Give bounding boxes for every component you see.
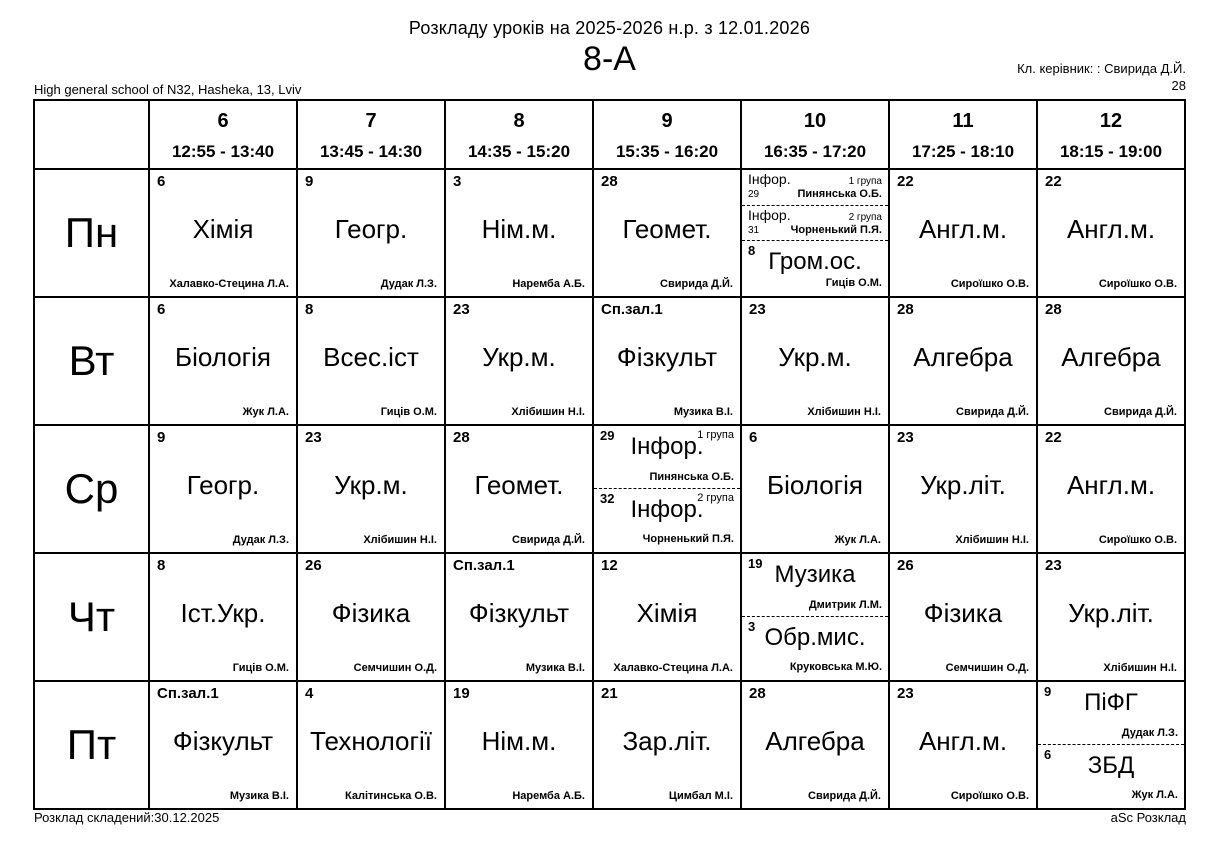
period-number: 11 (952, 110, 974, 132)
teacher-label: Хлібишин Н.І. (511, 405, 585, 418)
period-number: 8 (513, 110, 525, 132)
room-label: 23 (305, 429, 322, 446)
subject-label: Укр.м. (334, 470, 408, 501)
subject-label: Фізкульт (616, 342, 718, 373)
room-label: 29 (600, 428, 615, 443)
teacher-label: Халавко-Стецина Л.А. (613, 661, 733, 674)
room-label: 28 (897, 301, 914, 318)
lesson-cell (297, 297, 445, 425)
lesson-single (742, 298, 888, 422)
subject-label: Обр.мис. (764, 623, 866, 651)
lesson-cell (1037, 681, 1185, 809)
lesson-single (594, 554, 740, 678)
teacher-label: Халавко-Стецина Л.А. (169, 277, 289, 290)
teacher-label: Чорненький П.Я. (642, 533, 734, 546)
lesson-cell (1037, 553, 1185, 681)
subject-label: ПіФГ (1084, 689, 1138, 716)
lesson-split (742, 170, 888, 294)
room-label: 22 (1045, 173, 1062, 190)
lesson-cell (149, 169, 297, 297)
teacher-label: Сироїшко О.В. (950, 789, 1029, 802)
lesson-cell (149, 681, 297, 809)
group-label: 1 група (697, 429, 734, 441)
lesson-cell (297, 425, 445, 553)
room-label: 8 (157, 557, 166, 574)
subject-label: Зар.літ. (622, 726, 712, 757)
teacher-label: Свирида Д.Й. (808, 789, 881, 802)
lesson-single (890, 682, 1036, 806)
lesson-single (446, 682, 592, 806)
lesson-cell (1037, 297, 1185, 425)
lesson-single (298, 298, 444, 422)
room-label: 19 (748, 556, 763, 571)
teacher-label: Сироїшко О.В. (950, 277, 1029, 290)
teacher-label: Гиців О.М. (380, 405, 437, 418)
lesson-cell (741, 553, 889, 681)
period-header-6 (149, 100, 297, 169)
periods-row (34, 100, 1185, 169)
teacher-label: Свирида Д.Й. (512, 533, 585, 546)
subject-label: Хімія (636, 598, 698, 629)
room-label: Сп.зал.1 (601, 301, 663, 318)
room-label: Сп.зал.1 (157, 685, 219, 702)
class-name: 8-А (583, 40, 636, 78)
room-label: 26 (897, 557, 914, 574)
teacher-label: Хлібишин Н.І. (363, 533, 437, 546)
lesson-cell (445, 553, 593, 681)
room-label: 28 (749, 685, 766, 702)
lesson-single (742, 426, 888, 550)
subject-label: Алгебра (1061, 342, 1161, 373)
lesson-split (1038, 682, 1184, 806)
room-label: 6 (1044, 746, 1052, 762)
lesson-single (446, 170, 592, 294)
lesson-part (594, 426, 740, 488)
teacher-label: Музика В.І. (525, 661, 585, 674)
part-line-top (748, 207, 882, 224)
teacher-label: Семчишин О.Д. (945, 661, 1029, 674)
subject-label: Хімія (192, 214, 254, 245)
lesson-part (742, 616, 888, 679)
day-label: Вт (34, 297, 149, 425)
lesson-single (890, 170, 1036, 294)
lesson-cell (889, 297, 1037, 425)
teacher-label: Жук Л.А. (834, 533, 881, 546)
subject-label: Укр.літ. (920, 470, 1006, 501)
period-time: 17:25 - 18:10 (911, 142, 1015, 161)
subject-label: Геомет. (474, 470, 564, 501)
lesson-single (150, 682, 296, 806)
lesson-part (594, 488, 740, 551)
lesson-cell (593, 553, 741, 681)
subject-label: Інфор. (630, 433, 704, 460)
lesson-single (298, 682, 444, 806)
subject-label: Інфор. (630, 495, 704, 523)
teacher-label: Свирида Д.Й. (660, 277, 733, 290)
day-row-Ср (34, 425, 1185, 553)
day-row-Вт (34, 297, 1185, 425)
room-label: 26 (305, 557, 322, 574)
day-row-Чт (34, 553, 1185, 681)
lesson-part (1038, 744, 1184, 807)
teacher-label: Свирида Д.Й. (956, 405, 1029, 418)
lesson-single (298, 554, 444, 678)
page-title: Розкладу уроків на 2025-2026 н.р. з 12.01.2026 (408, 18, 811, 38)
lesson-cell (593, 169, 741, 297)
teacher-label: Калітинська О.В. (345, 789, 437, 802)
room-label: 8 (748, 243, 756, 258)
room-label: 23 (897, 685, 914, 702)
subject-label: Іст.Укр. (180, 598, 266, 629)
part-line-top (748, 171, 882, 188)
lesson-cell (593, 297, 741, 425)
subject-label: Гром.ос. (768, 248, 862, 275)
lesson-cell (593, 425, 741, 553)
lesson-single (150, 298, 296, 422)
teacher-label: Хлібишин Н.І. (807, 405, 881, 418)
room-label: Сп.зал.1 (453, 557, 515, 574)
teacher-label: Дмитрик Л.М. (808, 598, 882, 611)
period-time: 15:35 - 16:20 (615, 142, 719, 161)
lesson-cell (1037, 169, 1185, 297)
subject-label: Інфор. (748, 171, 791, 187)
subject-label: Фізика (331, 598, 411, 629)
lesson-cell (741, 297, 889, 425)
lesson-part (1038, 682, 1184, 744)
teacher-label: Хлібишин Н.І. (955, 533, 1029, 546)
lesson-cell (445, 681, 593, 809)
period-header-7 (297, 100, 445, 169)
lesson-cell (593, 681, 741, 809)
teacher-label: Жук Л.А. (1131, 789, 1178, 802)
lesson-cell (297, 681, 445, 809)
day-label: Чт (34, 553, 149, 681)
subject-label: Англ.м. (1066, 470, 1156, 501)
room-label: 9 (305, 173, 314, 190)
lesson-part (742, 170, 888, 205)
period-time: 18:15 - 19:00 (1059, 142, 1163, 161)
teacher-label: Наремба А.Б. (512, 789, 585, 802)
period-number: 12 (1099, 110, 1123, 132)
lesson-single (298, 426, 444, 550)
subject-label: Алгебра (913, 342, 1013, 373)
timetable (33, 99, 1186, 810)
room-label: 22 (1045, 429, 1062, 446)
teacher-label: Хлібишин Н.І. (1103, 661, 1177, 674)
lesson-cell (741, 425, 889, 553)
teacher-label: Жук Л.А. (242, 405, 289, 418)
lesson-single (1038, 554, 1184, 678)
lesson-split (742, 554, 888, 678)
room-label: 29 (748, 188, 760, 200)
subject-label: Геогр. (186, 470, 260, 501)
room-label: 4 (305, 685, 314, 702)
lesson-cell (445, 297, 593, 425)
period-header-10 (741, 100, 889, 169)
day-label: Ср (34, 425, 149, 553)
lesson-single (446, 554, 592, 678)
lesson-split (594, 426, 740, 550)
room-label: 28 (1045, 301, 1062, 318)
lesson-cell (149, 553, 297, 681)
lesson-cell (297, 169, 445, 297)
lesson-cell (149, 425, 297, 553)
day-label: Пт (34, 681, 149, 809)
subject-label: Англ.м. (918, 726, 1008, 757)
lesson-cell (445, 169, 593, 297)
teacher-label: Пинянська О.Б. (797, 187, 882, 200)
page-number: 28 (1171, 78, 1186, 93)
room-label: 3 (748, 618, 756, 634)
room-label: 12 (601, 557, 618, 574)
subject-label: Нім.м. (481, 726, 557, 757)
room-label: 3 (453, 173, 462, 190)
room-label: 6 (749, 429, 758, 446)
period-time: 12:55 - 13:40 (171, 142, 275, 161)
subject-label: Алгебра (765, 726, 865, 757)
lesson-cell (1037, 425, 1185, 553)
subject-label: Англ.м. (1066, 214, 1156, 245)
school-name: High general school of N32, Hasheka, 13, Lviv (34, 82, 302, 97)
group-label: 1 група (848, 176, 882, 187)
lesson-single (150, 170, 296, 294)
period-number: 9 (661, 110, 673, 132)
teacher-label: Свирида Д.Й. (1104, 405, 1177, 418)
subject-label: Інфор. (748, 207, 791, 223)
subject-label: Геомет. (622, 214, 712, 245)
subject-label: Укр.літ. (1068, 598, 1154, 629)
lesson-part (742, 205, 888, 240)
lesson-cell (889, 553, 1037, 681)
subject-label: Технології (310, 726, 432, 757)
period-header-9 (593, 100, 741, 169)
lesson-single (150, 554, 296, 678)
subject-label: Музика (774, 561, 856, 588)
room-label: 9 (1044, 684, 1052, 699)
teacher-label: Круковська М.Ю. (789, 661, 882, 674)
lesson-single (150, 426, 296, 550)
subject-label: Біологія (767, 470, 863, 501)
room-label: 23 (897, 429, 914, 446)
lesson-single (890, 554, 1036, 678)
day-row-Пт (34, 681, 1185, 809)
teacher-label: Гиців О.М. (825, 277, 882, 290)
lesson-single (1038, 170, 1184, 294)
subject-label: Нім.м. (481, 214, 557, 245)
part-line-bottom (748, 188, 882, 201)
part-line-bottom (748, 224, 882, 237)
lesson-part (742, 240, 888, 294)
lesson-cell (741, 681, 889, 809)
subject-label: Фізкульт (172, 726, 274, 757)
room-label: 22 (897, 173, 914, 190)
room-label: 8 (305, 301, 314, 318)
room-label: 6 (157, 173, 166, 190)
lesson-single (1038, 426, 1184, 550)
teacher-label: Музика В.І. (229, 789, 289, 802)
teacher-label: Гиців О.М. (232, 661, 289, 674)
lesson-single (594, 170, 740, 294)
room-label: 23 (453, 301, 470, 318)
lesson-single (890, 426, 1036, 550)
lesson-single (594, 682, 740, 806)
lesson-cell (297, 553, 445, 681)
teacher-label: Сироїшко О.В. (1098, 533, 1177, 546)
lesson-single (446, 426, 592, 550)
lesson-cell (741, 169, 889, 297)
day-row-Пн (34, 169, 1185, 297)
corner-cell (34, 100, 149, 169)
room-label: 23 (1045, 557, 1062, 574)
timetable-body (34, 169, 1185, 809)
teacher-label: Музика В.І. (673, 405, 733, 418)
lesson-cell (889, 425, 1037, 553)
lesson-single (446, 298, 592, 422)
subject-label: Всес.іст (323, 342, 419, 373)
period-time: 14:35 - 15:20 (467, 142, 571, 161)
subject-label: Геогр. (334, 214, 408, 245)
room-label: 19 (453, 685, 470, 702)
room-label: 32 (600, 490, 615, 506)
lesson-cell (889, 681, 1037, 809)
teacher-label: Сироїшко О.В. (1098, 277, 1177, 290)
group-label: 2 група (848, 212, 882, 223)
room-label: 21 (601, 685, 618, 702)
lesson-cell (149, 297, 297, 425)
room-label: 23 (749, 301, 766, 318)
subject-label: Фізика (923, 598, 1003, 629)
lesson-single (742, 682, 888, 806)
period-time: 13:45 - 14:30 (319, 142, 423, 161)
teacher-label: Дудак Л.З. (380, 277, 437, 290)
class-teacher-label: Кл. керівник: : Свирида Д.Й. (1017, 61, 1186, 76)
period-number: 10 (803, 110, 827, 132)
period-time: 16:35 - 17:20 (763, 142, 867, 161)
room-label: 31 (748, 224, 760, 236)
teacher-label: Пинянська О.Б. (649, 470, 734, 483)
group-label: 2 група (697, 491, 734, 504)
teacher-label: Наремба А.Б. (512, 277, 585, 290)
teacher-label: Дудак Л.З. (232, 533, 289, 546)
lesson-single (1038, 298, 1184, 422)
subject-label: Укр.м. (482, 342, 556, 373)
period-header-8 (445, 100, 593, 169)
teacher-label: Цимбал М.І. (668, 789, 733, 802)
subject-label: Фізкульт (468, 598, 570, 629)
room-label: 6 (157, 301, 166, 318)
period-header-11 (889, 100, 1037, 169)
period-number: 6 (217, 110, 229, 132)
schedule-created-label: Розклад складений:30.12.2025 (34, 810, 220, 825)
teacher-label: Чорненький П.Я. (790, 223, 882, 236)
lesson-cell (889, 169, 1037, 297)
lesson-single (594, 298, 740, 422)
room-label: 9 (157, 429, 166, 446)
subject-label: Англ.м. (918, 214, 1008, 245)
teacher-label: Дудак Л.З. (1121, 726, 1178, 739)
subject-label: Біологія (175, 342, 271, 373)
subject-label: ЗБД (1087, 751, 1135, 779)
lesson-cell (445, 425, 593, 553)
teacher-label: Семчишин О.Д. (353, 661, 437, 674)
period-number: 7 (365, 110, 377, 132)
asc-brand-label: aSc Розклад (1110, 810, 1186, 825)
room-label: 28 (453, 429, 470, 446)
lesson-part (742, 554, 888, 616)
period-header-12 (1037, 100, 1185, 169)
room-label: 28 (601, 173, 618, 190)
day-label: Пн (34, 169, 149, 297)
lesson-single (890, 298, 1036, 422)
lesson-single (298, 170, 444, 294)
subject-label: Укр.м. (778, 342, 852, 373)
